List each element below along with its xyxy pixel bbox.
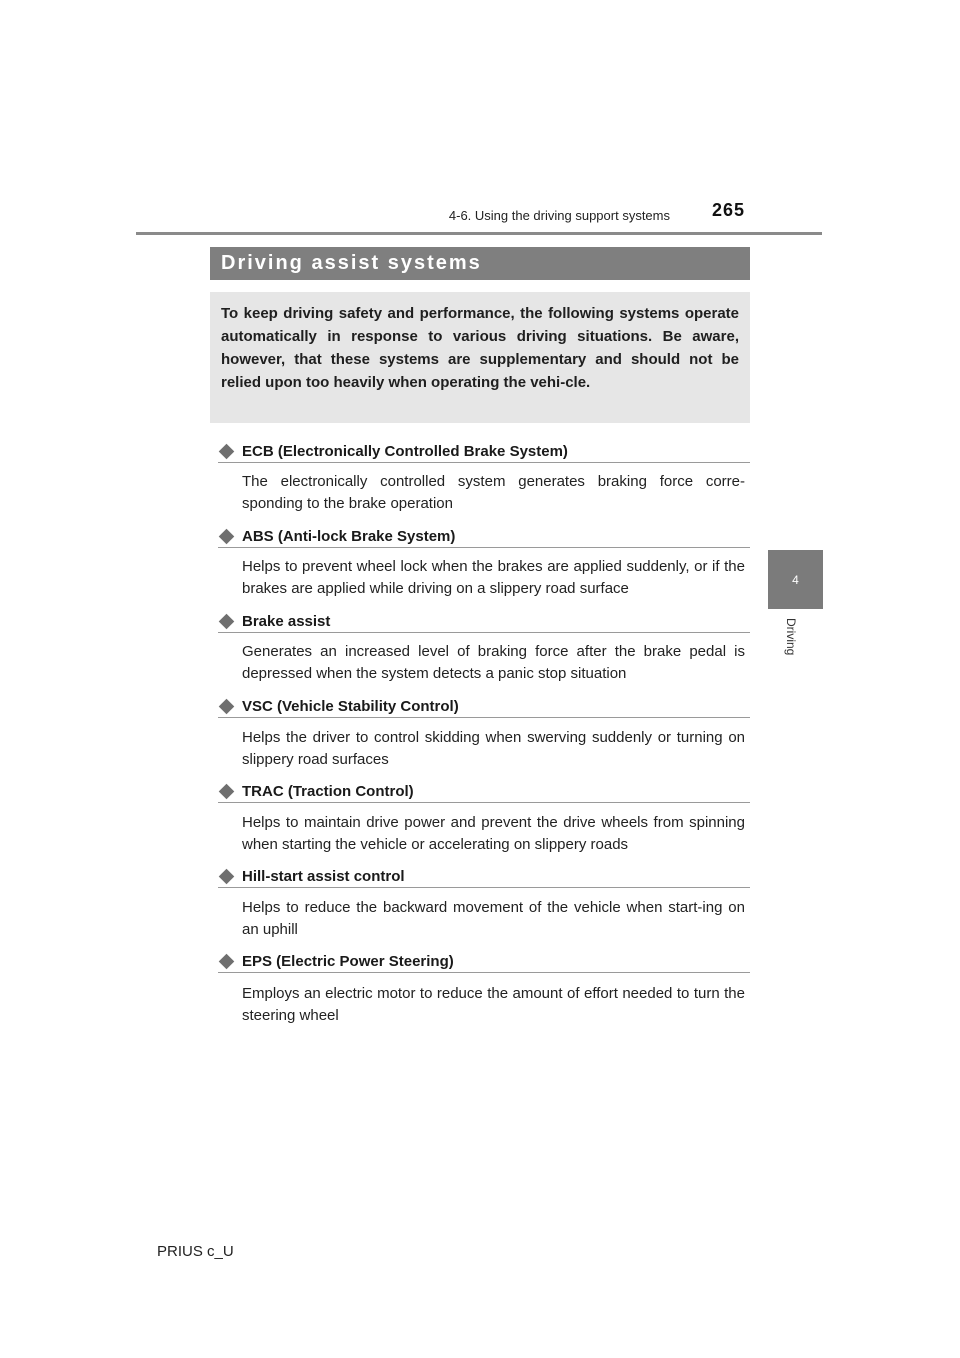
section-body: Helps to maintain drive power and prevent the drive wheels from spinning when starting the vehicle or accelerating on slippery roads: [242, 814, 745, 853]
section-title: [218, 525, 750, 548]
diamond-bullet-icon: [219, 528, 235, 544]
section-title: [218, 440, 750, 463]
chapter-label: Driving: [784, 618, 798, 656]
diamond-bullet-icon: [219, 443, 235, 459]
section-body: Generates an increased level of braking force after the brake pedal is depressed when the system detects a panic stop situation: [242, 643, 745, 682]
section-body: Helps to prevent wheel lock when the brakes are applied suddenly, or if the brakes are applied while driving on a slippery road surface: [242, 558, 745, 597]
section-title: [218, 780, 750, 803]
section-title-text: Brake assist: [242, 612, 331, 630]
section-body: Employs an electric motor to reduce the amount of effort needed to turn the steering wheel: [242, 985, 745, 1024]
section-title-text: Hill-start assist control: [242, 867, 405, 885]
section-banner: [210, 247, 750, 280]
intro-text: To keep driving safety and performance, the following systems operate automatically in response to various driving situations. Be aware, however, that these systems are supplementary and should not be relied upon too heavily when operating the vehi-cle.: [221, 305, 739, 391]
intro-box: [210, 292, 750, 423]
banner-title: Driving assist systems: [221, 252, 482, 274]
section-title: [218, 695, 750, 718]
footer-model: PRIUS c_U: [157, 1243, 234, 1260]
section-body: Helps to reduce the backward movement of the vehicle when start-ing on an uphill: [242, 899, 745, 938]
chapter-tab: [768, 550, 823, 609]
section-body: The electronically controlled system generates braking force corre-sponding to the brake operation: [242, 473, 745, 512]
section-title: [218, 610, 750, 633]
chapter-number: 4: [792, 572, 799, 587]
section-title-text: ABS (Anti-lock Brake System): [242, 527, 456, 545]
page-number: 265: [712, 200, 746, 220]
section-title-text: ECB (Electronically Controlled Brake System): [242, 442, 568, 460]
diamond-bullet-icon: [219, 698, 235, 714]
diamond-bullet-icon: [219, 613, 235, 629]
diamond-bullet-icon: [219, 868, 235, 884]
diamond-bullet-icon: [219, 953, 235, 969]
section-title-text: EPS (Electric Power Steering): [242, 952, 454, 970]
section-title-text: VSC (Vehicle Stability Control): [242, 697, 459, 715]
section-title-text: TRAC (Traction Control): [242, 782, 414, 800]
section-title: [218, 950, 750, 973]
diamond-bullet-icon: [219, 783, 235, 799]
header-rule: [136, 232, 822, 235]
section-title: [218, 865, 750, 888]
section-body: Helps the driver to control skidding when swerving suddenly or turning on slippery road surfaces: [242, 729, 745, 768]
header-section-title: 4-6. Using the driving support systems: [448, 208, 670, 223]
